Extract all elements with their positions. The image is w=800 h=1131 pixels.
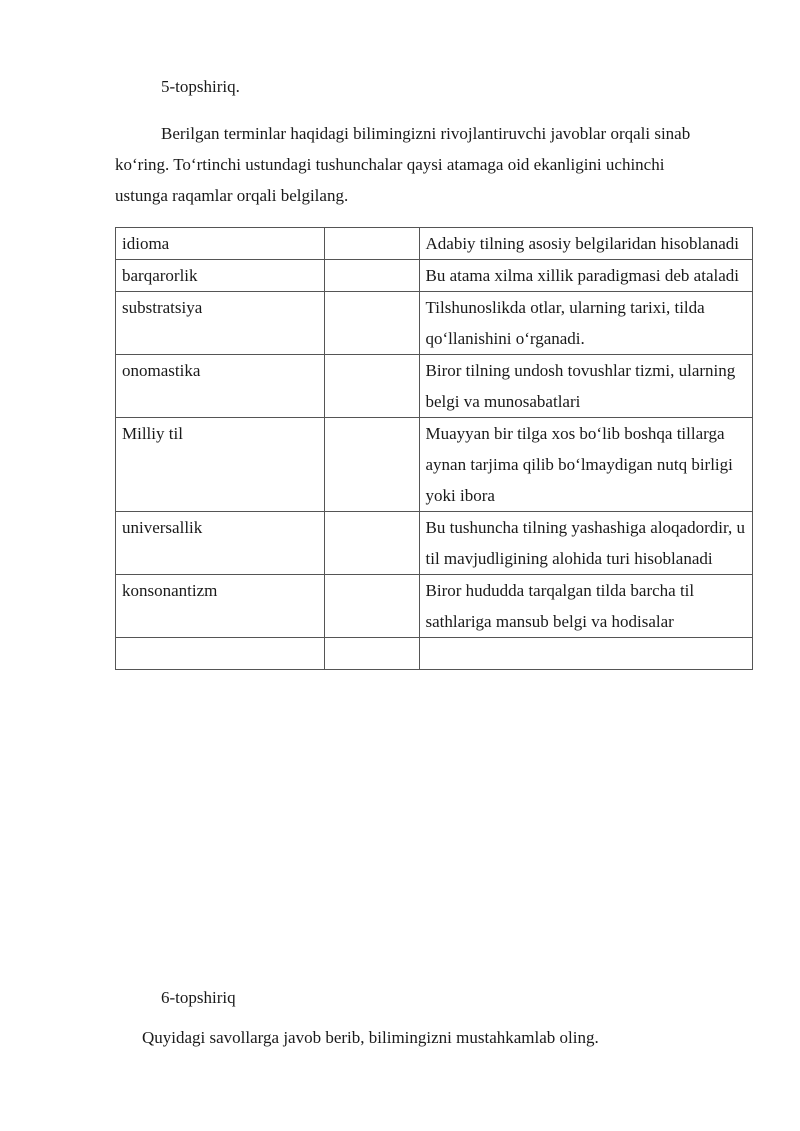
table-row [116,260,753,292]
task5-instruction: Berilgan terminlar haqidagi bilimingizni rivojlantiruvchi javoblar orqali sinab ko‘ring. To‘rtinchi ustundagi tushunchalar qaysi atamaga oid ekanligini uchinchi ustunga raqamlar orqali belgilang. [115,124,691,205]
table-row [116,228,753,260]
answer-cell[interactable] [324,228,419,260]
term-cell: konsonantizm [116,575,325,638]
task6-title: 6-topshiriq [161,988,236,1007]
table-row [116,418,753,512]
answer-cell[interactable] [324,418,419,512]
definition-cell: Biror tilning undosh tovushlar tizmi, ularning belgi va munosabatlari [419,355,752,418]
definition-cell: Muayyan bir tilga xos bo‘lib boshqa tillarga aynan tarjima qilib bo‘lmaydigan nutq birligi yoki ibora [419,418,752,512]
table-row [116,575,753,638]
answer-cell[interactable] [324,292,419,355]
answer-cell[interactable] [324,512,419,575]
term-cell: onomastika [116,355,325,418]
table-row [116,512,753,575]
table-row [116,355,753,418]
term-cell [116,638,325,670]
definition-cell: Adabiy tilning asosiy belgilaridan hisoblanadi [419,228,752,260]
answer-cell[interactable] [324,638,419,670]
definition-cell [419,638,752,670]
answer-cell[interactable] [324,575,419,638]
table-row [116,638,753,670]
task6-instruction: Quyidagi savollarga javob berib, bilimingizni mustahkamlab oling. [142,1028,599,1047]
answer-cell[interactable] [324,260,419,292]
definition-cell: Bu atama xilma xillik paradigmasi deb ataladi [419,260,752,292]
terms-table [115,227,753,670]
term-cell: idioma [116,228,325,260]
term-cell: substratsiya [116,292,325,355]
term-cell: universallik [116,512,325,575]
definition-cell: Tilshunoslikda otlar, ularning tarixi, tilda qo‘llanishini o‘rganadi. [419,292,752,355]
definition-cell: Biror hududda tarqalgan tilda barcha til sathlariga mansub belgi va hodisalar [419,575,752,638]
answer-cell[interactable] [324,355,419,418]
table-row [116,292,753,355]
term-cell: Milliy til [116,418,325,512]
definition-cell: Bu tushuncha tilning yashashiga aloqadordir, u til mavjudligining alohida turi hisoblanadi [419,512,752,575]
task5-title: 5-topshiriq. [161,77,240,96]
term-cell: barqarorlik [116,260,325,292]
